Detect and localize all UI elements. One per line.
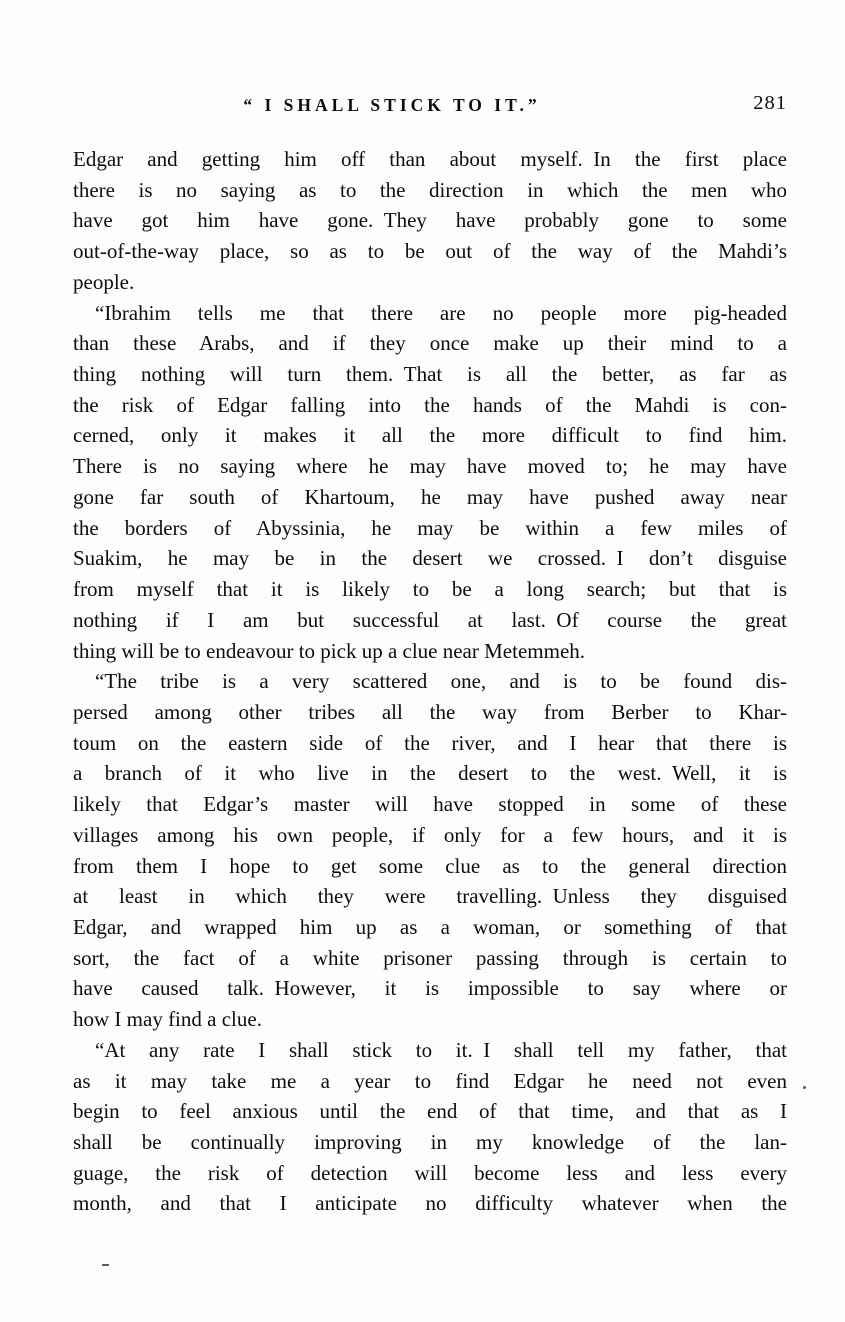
text-line: Edgar, and wrapped him up as a woman, or something of that xyxy=(73,914,787,939)
text-line: persed among other tribes all the way from Berber to Khar- xyxy=(73,699,787,724)
paragraph xyxy=(73,298,787,667)
text-line: Suakim, he may be in the desert we crossed. I don’t disguise xyxy=(73,546,787,571)
text-line: from them I hope to get some clue as to the general direction xyxy=(73,853,787,878)
text-line: thing will be to endeavour to pick up a clue near Metemmeh. xyxy=(73,638,586,663)
text-line: there is no saying as to the direction in which the men who xyxy=(73,177,787,202)
text-line: the borders of Abyssinia, he may be within a few miles of xyxy=(73,515,787,540)
text-line: begin to feel anxious until the end of that time, and that as I xyxy=(73,1099,787,1124)
scan-speck xyxy=(803,1086,806,1089)
text-line: Edgar and getting him off than about myself. In the first place xyxy=(73,147,787,171)
text-line: likely that Edgar’s master will have stopped in some of these xyxy=(73,792,787,817)
scan-speck xyxy=(102,1264,109,1266)
text-line: how I may find a clue. xyxy=(73,1007,262,1032)
text-line: villages among his own people, if only for a few hours, and it is xyxy=(73,822,787,847)
paragraph xyxy=(73,1035,787,1219)
text-line: sort, the fact of a white prisoner passing through is certain to xyxy=(73,945,787,970)
text-line: gone far south of Khartoum, he may have pushed away near xyxy=(73,484,787,509)
text-line: “At any rate I shall stick to it. I shall tell my father, that xyxy=(95,1037,787,1062)
text-line: than these Arabs, and if they once make up their mind to a xyxy=(73,331,787,356)
text-line: month, and that I anticipate no difficulty whatever when the xyxy=(73,1191,787,1216)
text-line: “Ibrahim tells me that there are no people more pig-headed xyxy=(95,300,787,325)
text-line: out-of-the-way place, so as to be out of the way of the Mahdi’s xyxy=(73,239,787,264)
text-block xyxy=(73,144,787,1219)
running-header xyxy=(73,92,787,120)
running-title: “ I SHALL STICK TO IT.” xyxy=(243,95,541,115)
text-line: a branch of it who live in the desert to the west. Well, it is xyxy=(73,761,787,786)
paragraph xyxy=(73,144,787,298)
text-line: people. xyxy=(73,269,135,294)
text-line: as it may take me a year to find Edgar he need not even xyxy=(73,1068,787,1093)
page-number: 281 xyxy=(753,92,787,114)
text-line: shall be continually improving in my knowledge of the lan- xyxy=(73,1130,787,1154)
text-line: at least in which they were travelling. Unless they disguised xyxy=(73,884,787,909)
text-line: from myself that it is likely to be a long search; but that is xyxy=(73,577,787,602)
text-line: guage, the risk of detection will become less and less every xyxy=(73,1160,787,1185)
paragraph xyxy=(73,666,787,1035)
text-line: have caused talk. However, it is impossible to say where or xyxy=(73,976,787,1001)
text-line: nothing if I am but successful at last. Of course the great xyxy=(73,607,787,632)
text-line: thing nothing will turn them. That is all the better, as far as xyxy=(73,362,787,387)
text-line: cerned, only it makes it all the more difficult to find him. xyxy=(73,423,787,448)
text-line: toum on the eastern side of the river, and I hear that there is xyxy=(73,730,787,755)
text-line: have got him have gone. They have probably gone to some xyxy=(73,208,787,233)
text-line: There is no saying where he may have moved to; he may have xyxy=(73,454,787,479)
text-line: the risk of Edgar falling into the hands of the Mahdi is con- xyxy=(73,392,787,417)
text-line: “The tribe is a very scattered one, and is to be found dis- xyxy=(95,669,787,694)
